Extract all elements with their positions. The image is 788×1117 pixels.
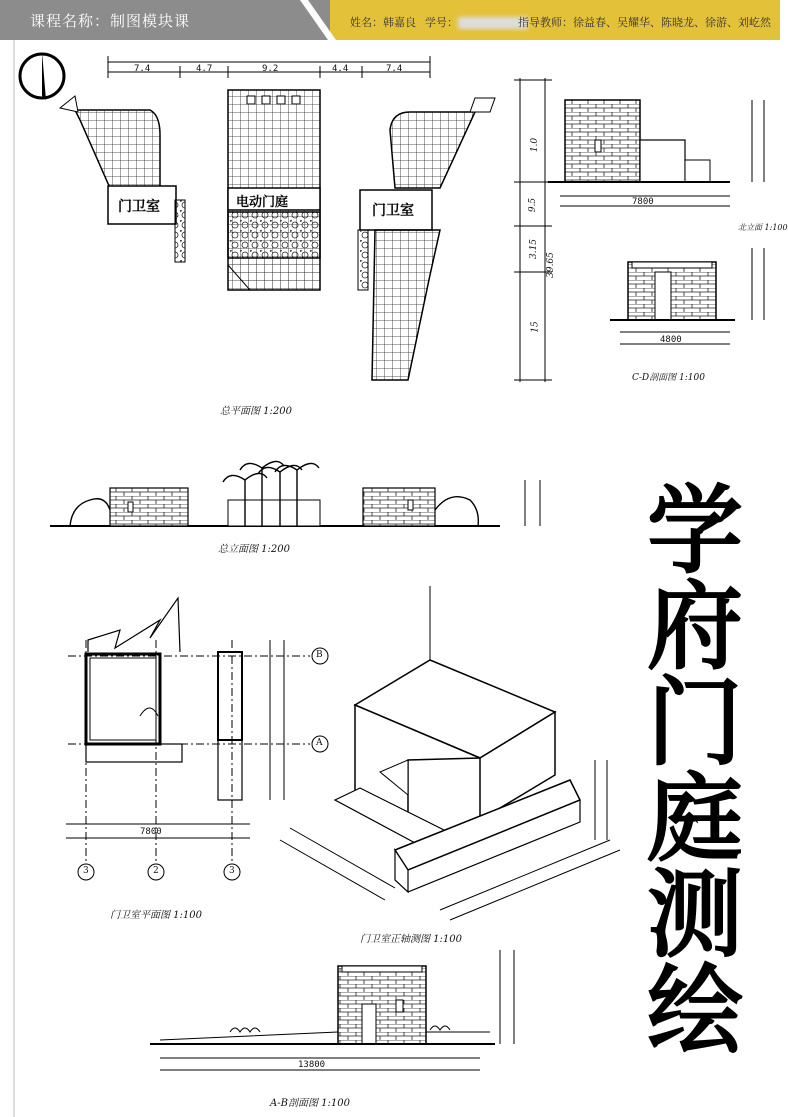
guard-plan-dim: 7800 [140,827,162,837]
guard-room-axonometric [280,586,620,920]
room-left-label: 门卫室 [118,199,160,215]
cd-caption: C-D剖面图 1:100 [632,373,705,383]
north-elev-caption: 北立面 1:100 [738,223,788,232]
teachers: 指导教师：徐益春、吴耀华、陈晓龙、徐游、刘屹然 [518,16,771,29]
elev-dim: 7800 [632,197,654,207]
title-char-5: 测 [647,858,743,971]
site-elevation [50,461,540,526]
side-dim-total: 39.65 [545,252,556,278]
title-char-4: 庭 [647,762,743,875]
dim-1: 7.4 [134,64,151,74]
room-center-label: 电动门庭 [236,195,289,210]
course-title: 课程名称：制图模块课 [30,12,191,30]
room-right-label: 门卫室 [372,203,414,219]
guard-plan-caption: 门卫室平面图 1:100 [110,910,202,921]
title-char-6: 绘 [647,954,743,1067]
north-elevation [548,100,764,206]
side-dim-1: 1.0 [530,137,541,153]
axis-b: B [316,650,323,660]
title-char-3: 门 [647,666,743,779]
ab-section [150,950,514,1070]
site-elev-caption: 总立面图 1:200 [218,544,290,555]
dim-2: 4.7 [196,64,213,74]
axon-caption: 门卫室正轴测图 1:100 [360,934,462,945]
student-name: 姓名：韩嘉良 [350,16,416,29]
plan-caption: 总平面图 1:200 [220,406,292,417]
axis-2: 2 [153,866,159,876]
side-dim-4: 15 [530,321,541,333]
ab-dim: 13800 [298,1060,326,1070]
north-arrow-icon [20,52,64,100]
dim-5: 7.4 [386,64,403,74]
title-char-2: 府 [647,570,743,683]
site-plan [60,56,552,382]
side-dim-3: 3.15 [529,238,540,260]
guard-room-plan [66,598,328,880]
cd-section [610,248,764,344]
axis-a: A [316,738,323,748]
axis-1: 3 [229,866,235,876]
dim-4: 4.4 [332,64,349,74]
ab-caption: A-B剖面图 1:100 [270,1098,350,1109]
cd-dim: 4800 [660,335,682,345]
dim-3: 9.2 [262,64,279,74]
title-char-1: 学 [647,474,743,587]
student-id-label: 学号： [425,14,528,30]
side-dim-2: 9.5 [528,197,539,213]
axis-3: 3 [83,866,89,876]
